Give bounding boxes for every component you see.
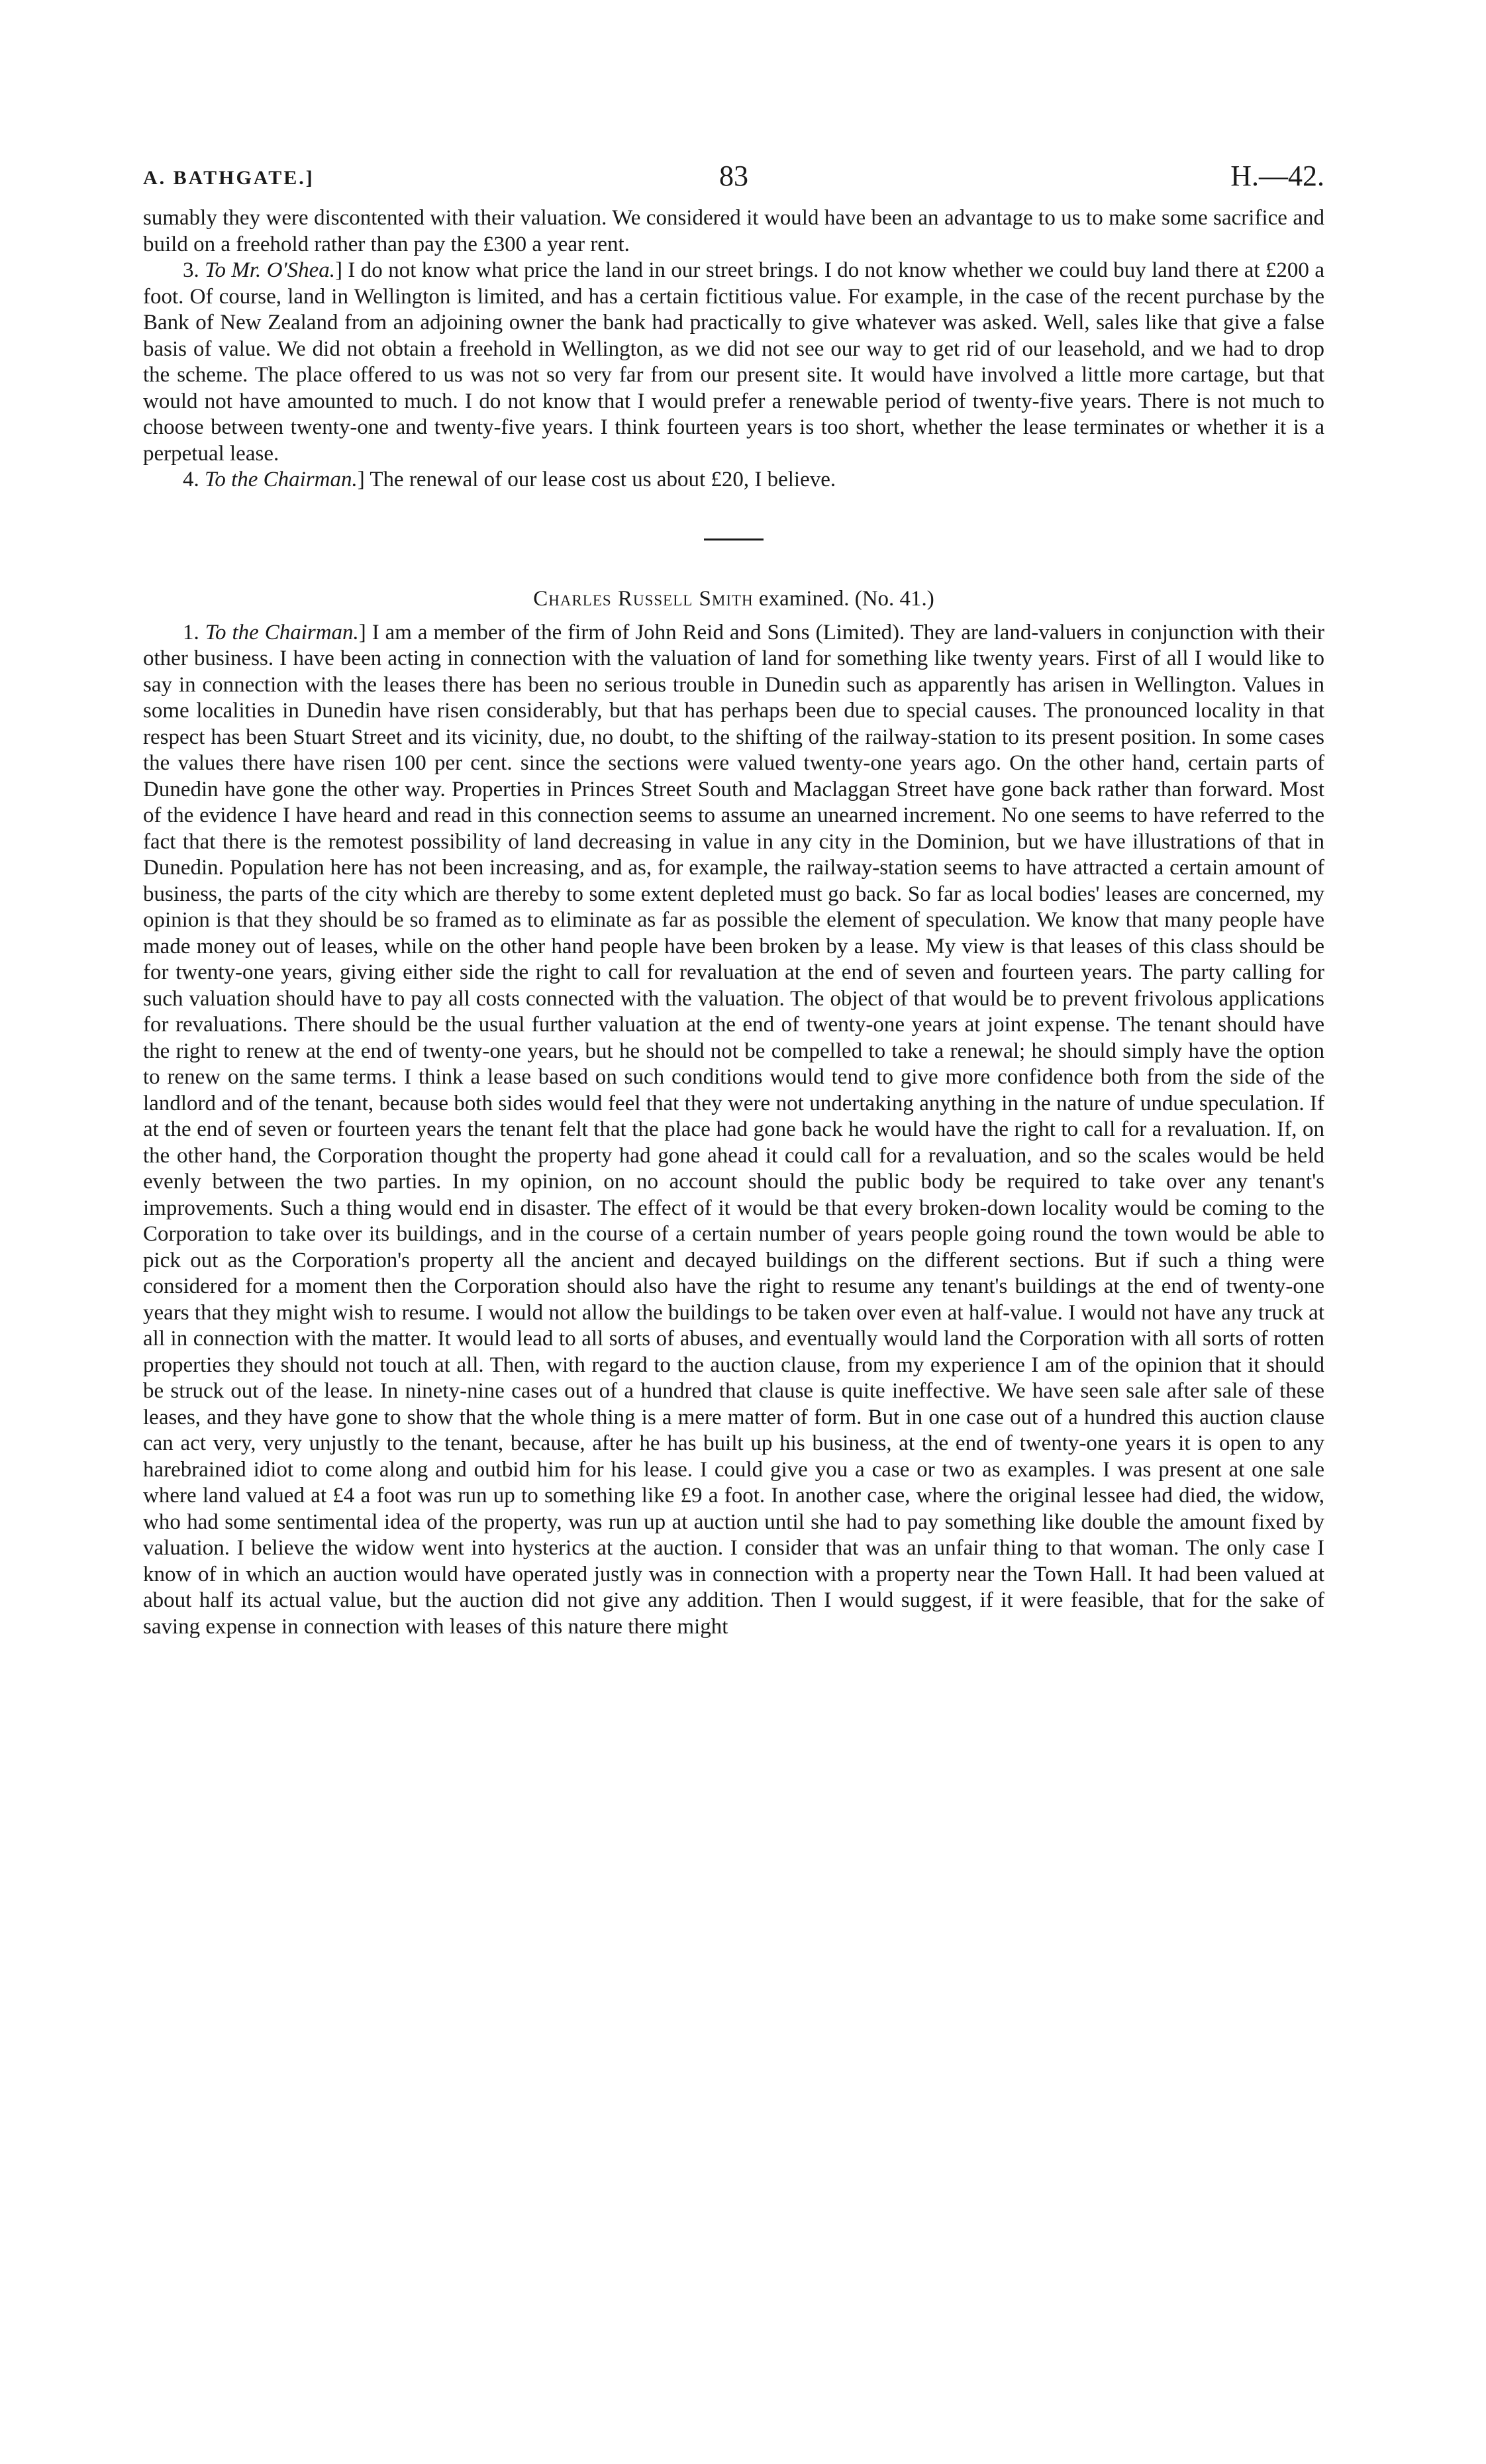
document-reference: H.—42. <box>1230 160 1324 192</box>
header-witness-name: A. BATHGATE.] <box>143 167 315 189</box>
paragraph-question-4 <box>143 467 1324 493</box>
evidence-text <box>143 205 1324 1640</box>
paragraph-witness-question-1 <box>143 620 1324 1641</box>
question-addressee: To the Chairman. <box>205 620 359 644</box>
witness-suffix: examined. (No. 41.) <box>753 586 934 611</box>
answer-text: ] The renewal of our lease cost us about £20, I believe. <box>357 468 836 491</box>
page-header <box>143 159 1324 199</box>
witness-name: Charles Russell Smith <box>533 586 754 611</box>
question-number: 1. <box>183 620 205 644</box>
question-number: 4. <box>183 468 205 491</box>
answer-text: ] I do not know what price the land in our street brings. I do not know whether we could buy land there at £200 a foot. Of course, land in Wellington is limited, and has a certain fictitious value. For example, in the case of the recent purchase by the Bank of New Zealand from an adjoining owner the bank had practically to give whatever was asked. Well, sales like that give a false basis of value. We did not obtain a freehold in Wellington, as we did not see our way to get rid of our leasehold, and we had to drop the scheme. The place offered to us was not so very far from our present site. It would have involved a little more cartage, but that would not have amounted to much. I do not know that I would prefer a renewable period of twenty-five years. There is not much to choose between twenty-one and twenty-five years. I think fourteen years is too short, whether the lease terminates or whether it is a perpetual lease. <box>143 258 1324 466</box>
section-divider <box>704 539 764 540</box>
witness-heading <box>143 586 1324 612</box>
question-number: 3. <box>183 258 205 282</box>
question-addressee: To the Chairman. <box>205 468 358 491</box>
page-number: 83 <box>719 160 748 192</box>
paragraph-continued: sumably they were discontented with their valuation. We considered it would have been an advantage to us to make some sacrifice and build on a freehold rather than pay the £300 a year rent. <box>143 206 1324 256</box>
document-page <box>143 159 1324 1640</box>
answer-text: ] I am a member of the firm of John Reid and Sons (Limited). They are land-valuers in conjunction with their other business. I have been acting in connection with the valuation of land for something like twenty years. First of all I would like to say in connection with the leases there has been no serious trouble in Dunedin such as apparently has arisen in Wellington. Values in some localities in Dunedin have risen considerably, but that has perhaps been due to special causes. The pronounced locality in that respect has been Stuart Street and its vicinity, due, no doubt, to the shifting of the railway-station to its present position. In some cases the values there have risen 100 per cent. since the sections were valued twenty-one years ago. On the other hand, certain parts of Dunedin have gone the other way. Properties in Princes Street South and Maclaggan Street have gone back rather than forward. Most of the evidence I have heard and read in this connection seems to assume an unearned increment. No one seems to have referred to the fact that there is the remotest possibility of land decreasing in value in any city in the Dominion, but we have illustrations of that in Dunedin. Population here has not been increasing, and as, for example, the railway-station seems to have attracted a certain amount of business, the parts of the city which are thereby to some extent depleted must go back. So far as local bodies' leases are concerned, my opinion is that they should be so framed as to eliminate as far as possible the element of speculation. We know that many people have made money out of leases, while on the other hand people have been broken by a lease. My view is that leases of this class should be for twenty-one years, giving either side the right to call for revaluation at the end of seven and fourteen years. The party calling for such valuation should have to pay all costs connected with the valuation. The object of that would be to prevent frivolous applications for revaluations. There should be the usual further valuation at the end of twenty-one years at joint expense. The tenant should have the right to renew at the end of twenty-one years, but he should not be compelled to take a renewal; he should simply have the option to renew on the same terms. I think a lease based on such conditions would tend to give more confidence both from the side of the landlord and of the tenant, because both sides would feel that they were not undertaking anything in the nature of undue speculation. If at the end of seven or fourteen years the tenant felt that the place had gone back he would have the right to call for a revaluation. If, on the other hand, the Corporation thought the property had gone ahead it could call for a revaluation, and so the scales would be held evenly between the two parties. In my opinion, on no account should the public body be required to take over any tenant's improvements. Such a thing would end in disaster. The effect of it would be that every broken-down locality would be coming to the Corporation to take over its buildings, and in the course of a certain number of years people going round the town would be able to pick out as the Corporation's property all the ancient and decayed buildings on the different sections. But if such a thing were considered for a moment then the Corporation should also have the right to resume any tenant's buildings at the end of twenty-one years that they might wish to resume. I would not allow the buildings to be taken over even at half-value. I would not have any truck at all in connection with the matter. It would lead to all sorts of abuses, and eventually would land the Corporation with all sorts of rotten properties they should not touch at all. Then, with regard to the auction clause, from my experience I am of the opinion that it should be struck out of the lease. In ninety-nine cases out of a hundred that clause is quite ineffective. We have seen sale after sale of these leases, and they have gone to show that the whole thing is a mere matter of form. But in one case out of a hundred this auction clause can act very, very unjustly to the tenant, because, after he has built up his business, at the end of twenty-one years it is open to any harebrained idiot to come along and outbid him for his lease. I could give you a case or two as examples. I was present at one sale where land valued at £4 a foot was run up to something like £9 a foot. In another case, where the original lessee had died, the widow, who had some sentimental idea of the property, was run up at auction until she had to pay something like double the amount fixed by valuation. I believe the widow went into hysterics at the auction. I consider that was an unfair thing to that woman. The only case I know of in which an auction would have operated justly was in connection with a property near the Town Hall. It had been valued at about half its actual value, but the auction did not give any addition. Then I would suggest, if it were feasible, that for the sake of saving expense in connection with leases of this nature there might <box>143 620 1324 1639</box>
question-addressee: To Mr. O'Shea. <box>205 258 335 282</box>
paragraph-question-3 <box>143 258 1324 467</box>
